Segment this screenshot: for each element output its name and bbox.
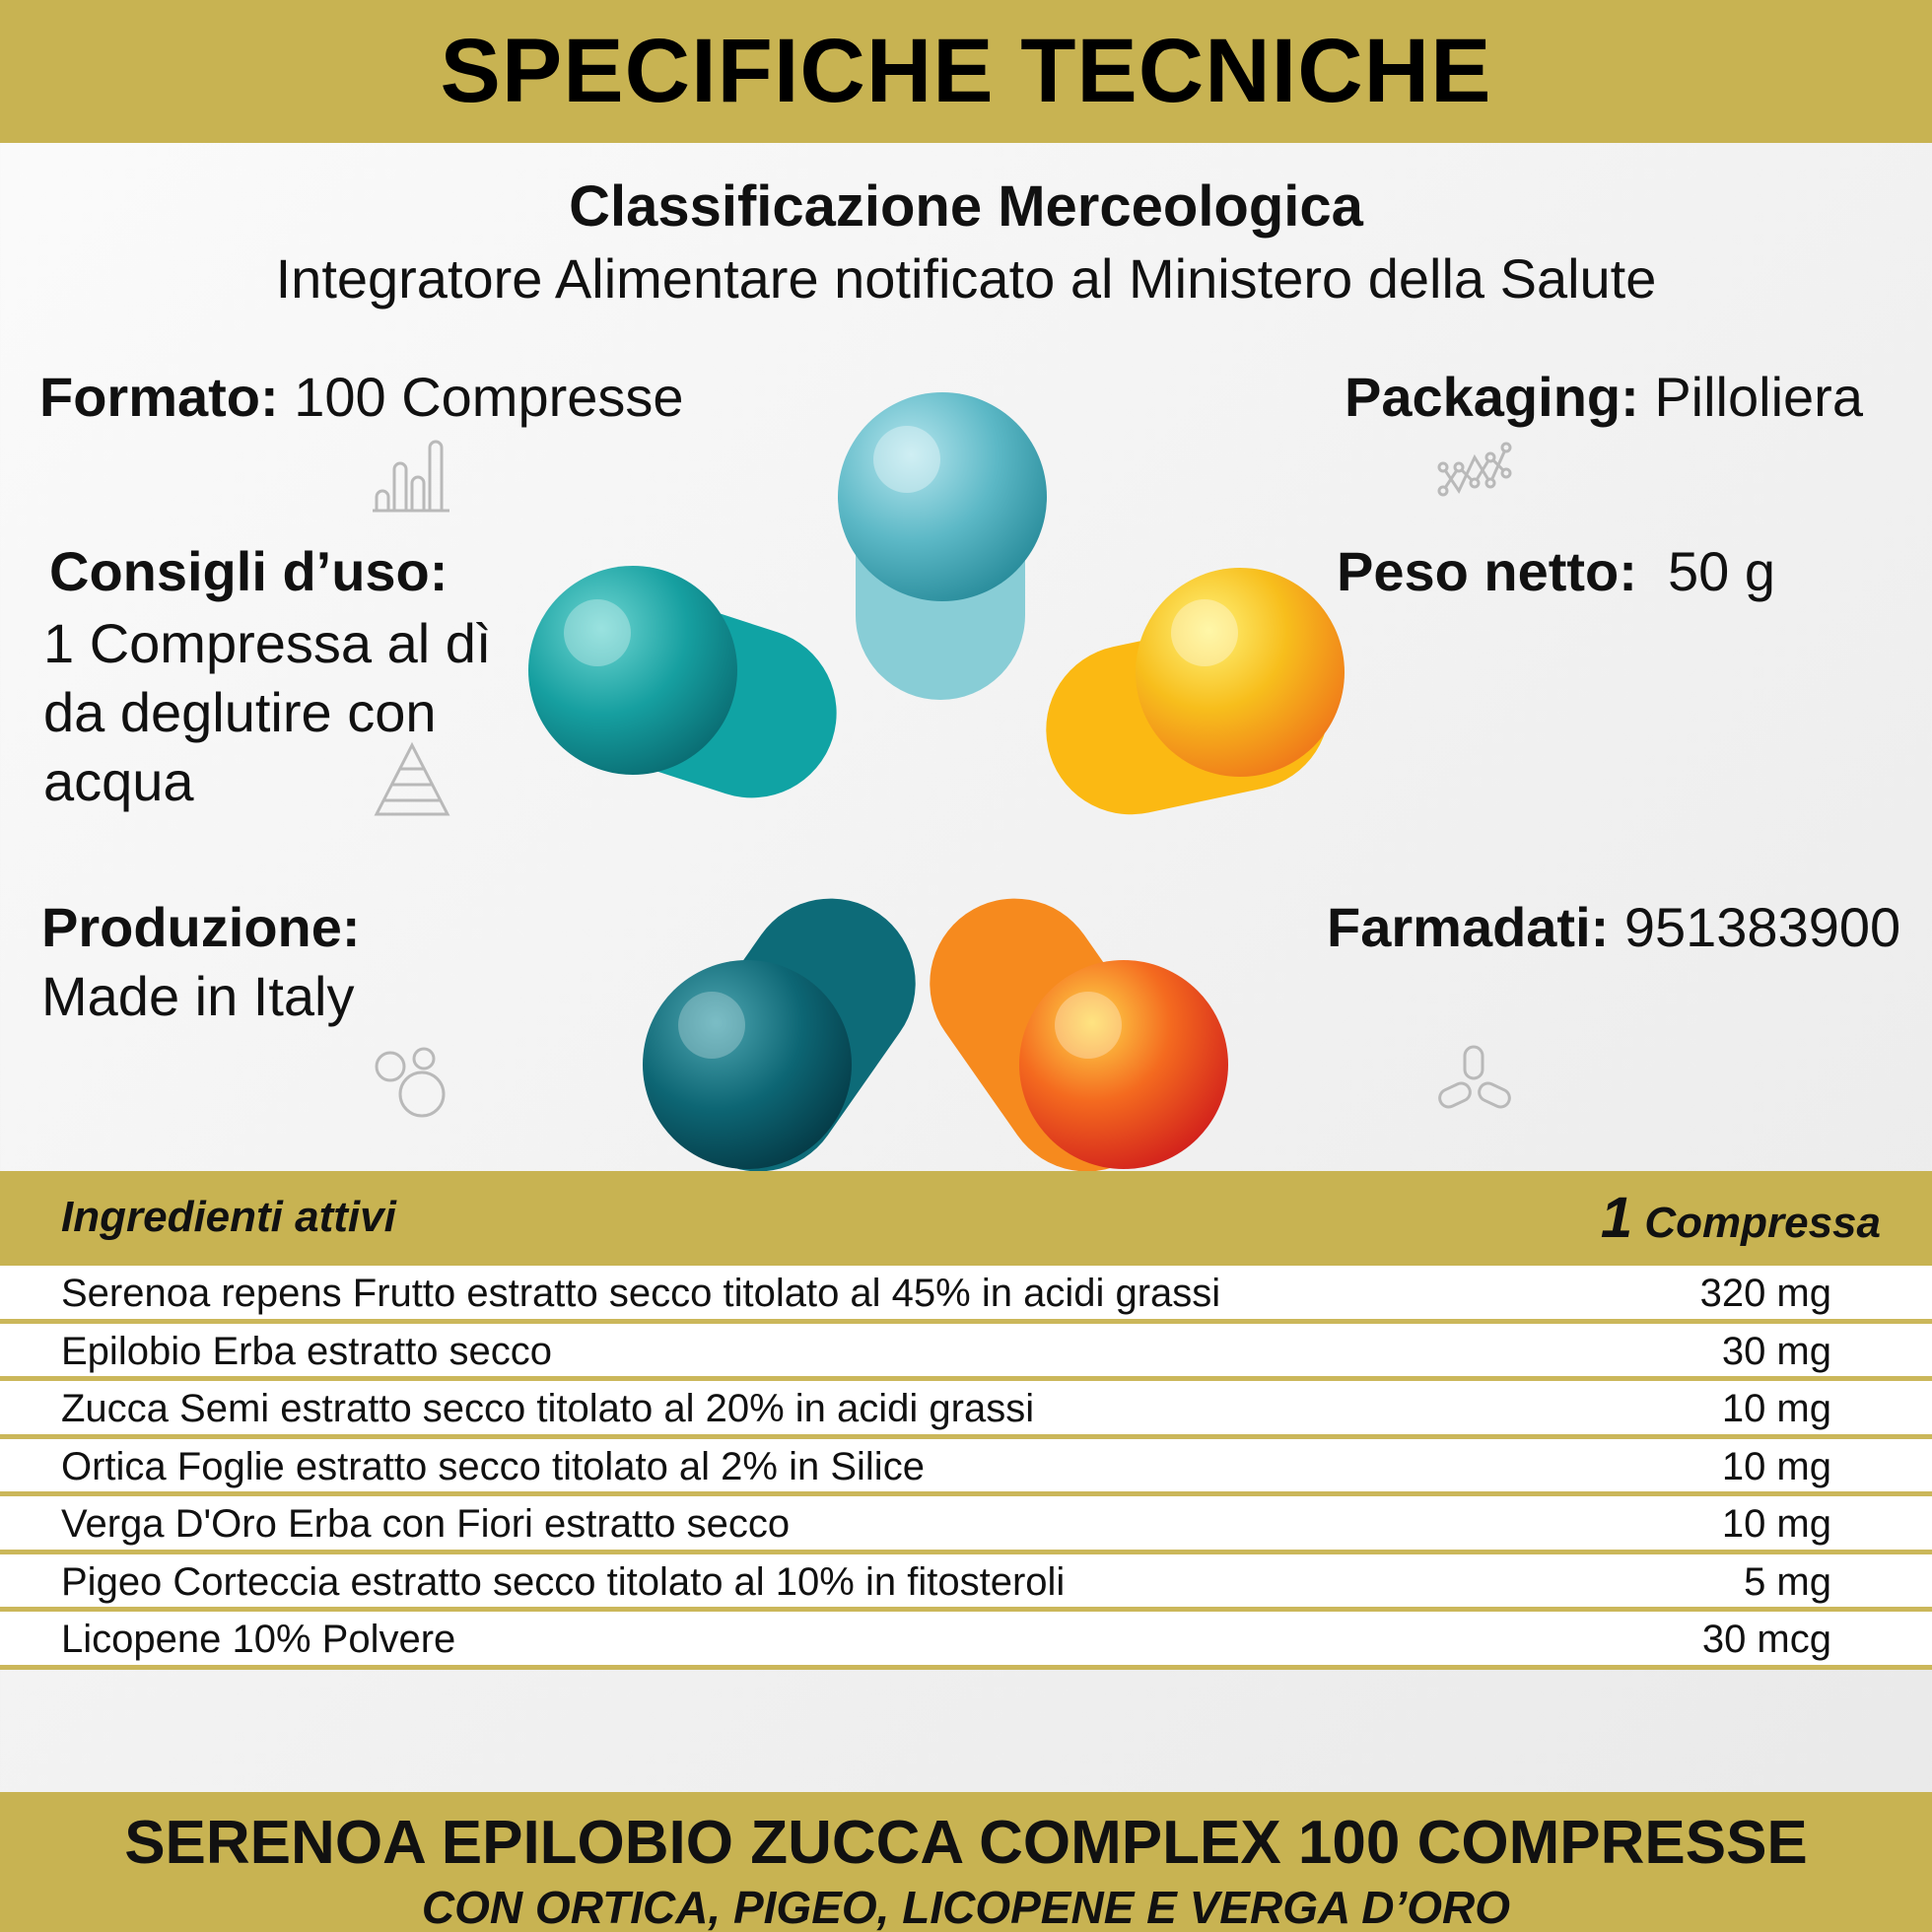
ingredient-name: Zucca Semi estratto secco titolato al 20% in acidi grassi [61,1387,1035,1430]
header-band [0,0,1932,143]
ingredient-name: Licopene 10% Polvere [61,1618,456,1661]
spec-produzione-label: Produzione: [41,896,361,958]
ingredient-amount: 10 mg [1721,1387,1831,1430]
ingredient-amount: 30 mg [1721,1329,1831,1373]
ingredient-amount: 10 mg [1721,1502,1831,1546]
spec-farmadati [1327,893,1900,962]
spec-peso [1337,537,1775,606]
spec-consigli-label: Consigli d’uso: [49,540,448,602]
spec-packaging-label: Packaging: [1345,366,1639,428]
spec-farmadati-value: 951383900 [1609,896,1901,958]
network-chart-icon [1435,438,1514,499]
table-row [0,1439,1932,1497]
ingredients-table [0,1266,1932,1670]
table-row [0,1266,1932,1324]
table-row [0,1324,1932,1382]
footer-band [0,1792,1932,1932]
spec-packaging-value: Pilloliera [1638,366,1863,428]
ingredient-amount: 30 mcg [1701,1618,1831,1661]
spec-formato-value: 100 Compresse [278,366,684,428]
ingredient-name: Serenoa repens Frutto estratto secco titolato al 45% in acidi grassi [61,1272,1221,1315]
table-row [0,1496,1932,1554]
spec-produzione [41,893,361,962]
table-row [0,1554,1932,1613]
ingredients-header [0,1171,1932,1266]
spec-consigli-line1: 1 Compressa al dì [43,612,492,674]
spec-formato-label: Formato: [39,366,279,428]
table-row [0,1381,1932,1439]
product-name: SERENOA EPILOBIO ZUCCA COMPLEX 100 COMPRESSE [124,1809,1808,1877]
dose-header-number: 1 [1600,1186,1633,1250]
spec-consigli [49,537,448,606]
ingredient-name: Epilobio Erba estratto secco [61,1329,553,1373]
ingredient-name: Pigeo Corteccia estratto secco titolato al 10% in fitosteroli [61,1559,1066,1604]
molecule-icon [1435,1045,1514,1114]
ingredient-amount: 5 mg [1744,1559,1831,1604]
spec-produzione-value: Made in Italy [41,965,355,1027]
spec-consigli-line3: acqua [43,750,194,812]
dose-header-label [1601,1185,1881,1251]
bubbles-icon [373,1043,451,1122]
table-row [0,1612,1932,1670]
page-title: SPECIFICHE TECNICHE [440,21,1492,121]
spec-consigli-line2: da deglutire con [43,681,437,743]
ingredient-name: Ortica Foglie estratto secco titolato al 2% in Silice [61,1444,925,1488]
ingredient-amount: 10 mg [1721,1444,1831,1488]
ingredients-header-label: Ingredienti attivi [61,1193,396,1241]
classification-text: Integratore Alimentare notificato al Ministero della Salute [275,247,1657,310]
spec-farmadati-label: Farmadati: [1327,896,1610,958]
spec-peso-label: Peso netto: [1337,540,1637,602]
ingredient-name: Verga D'Oro Erba con Fiori estratto secco [61,1502,791,1546]
bar-chart-icon [373,440,451,513]
pills-illustration [513,375,1380,1183]
spec-peso-value: 50 g [1636,540,1776,602]
dose-header-unit: Compressa [1632,1199,1881,1247]
pyramid-icon [373,741,451,818]
ingredient-amount: 320 mg [1699,1272,1831,1315]
classification-title: Classificazione Merceologica [569,174,1363,239]
spec-packaging [1345,363,1863,432]
product-subtitle: CON ORTICA, PIGEO, LICOPENE E VERGA D’ORO [421,1882,1511,1932]
